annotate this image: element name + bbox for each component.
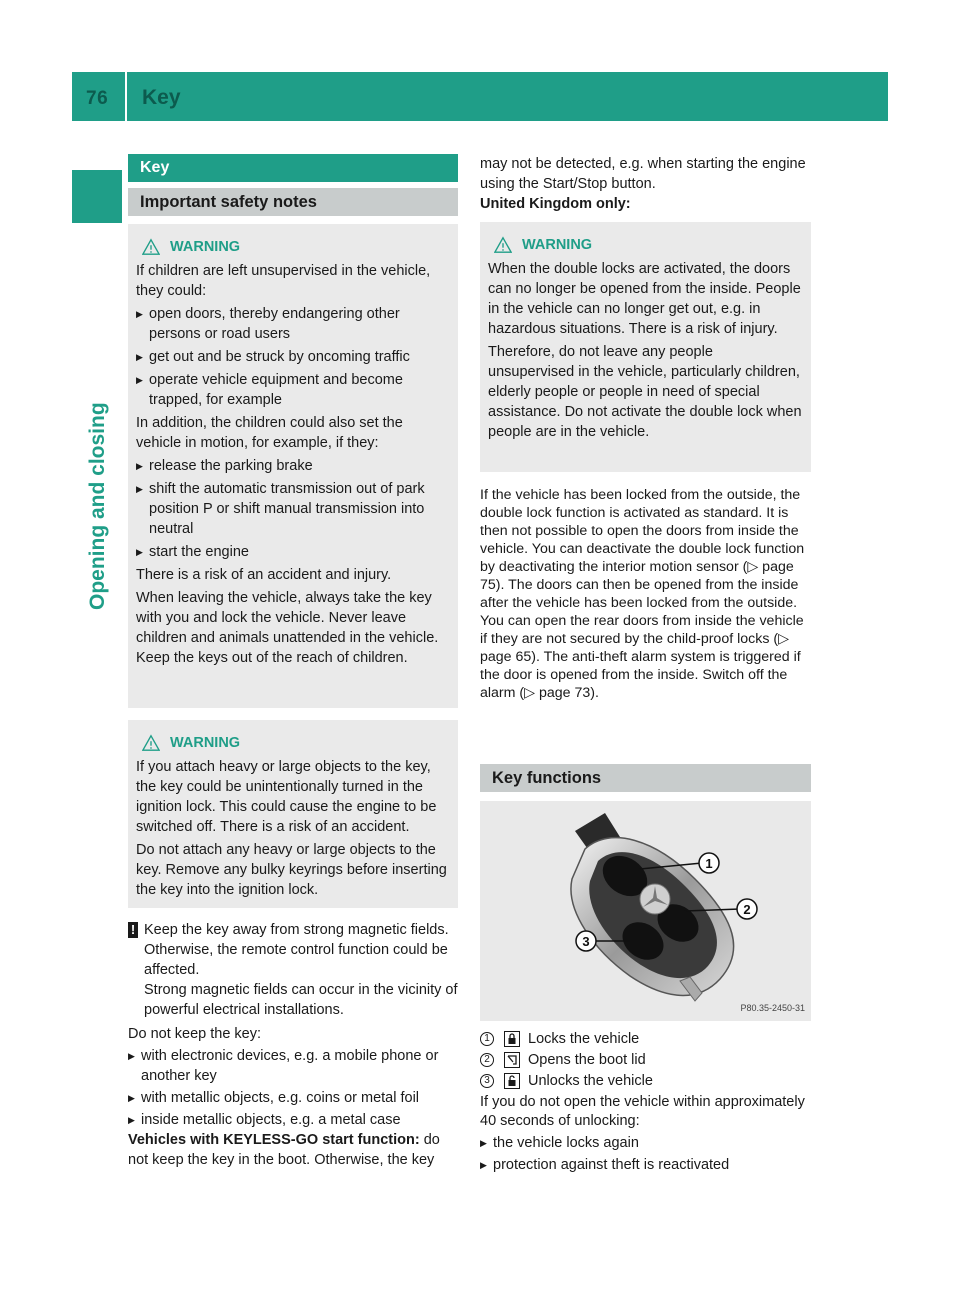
bullet-icon: ▶ [136,352,143,362]
warning-p1: When the double locks are activated, the doors can no longer be opened from the inside. People in the vehicle can no longer get out, e.g. in hazardous situations. There is a risk of injury. [488,261,801,337]
bullet-item [136,370,450,410]
warning-heading [136,236,450,258]
key-legend [480,1028,812,1175]
bullet-text: open doors, thereby endangering other persons or road users [149,306,400,342]
exclamation-icon: ! [128,922,138,938]
legend-num: 3 [480,1074,494,1088]
warning-intro: If children are left unsupervised in the vehicle, they could: [136,263,431,299]
bullet-text: get out and be struck by oncoming traffic [149,349,410,365]
bullet-text: with electronic devices, e.g. a mobile phone or another key [141,1048,439,1084]
magnetic-note [128,920,460,1020]
warning-triangle-icon [494,236,512,254]
legend-item [480,1070,812,1091]
warning-heading [488,234,803,256]
warning-label: WARNING [170,239,241,255]
bullet-item [136,456,450,476]
bullet-item [128,1110,460,1130]
bullet-text: the vehicle locks again [493,1135,639,1151]
warning-risk: There is a risk of an accident and injury. [136,567,392,583]
header-divider [125,72,127,121]
left-body-text [128,920,460,1170]
keyless-label: Vehicles with KEYLESS-GO start function: [128,1132,420,1148]
warning-box-double-lock [480,222,811,472]
do-not-keep-heading: Do not keep the key: [128,1026,261,1042]
bullet-icon: ▶ [480,1160,487,1170]
bullet-icon: ▶ [136,484,143,494]
key-figure [480,801,811,1021]
page-number: 76 [86,88,109,109]
warning-box-children [128,224,458,708]
keyless-text: do not keep the key in the boot. Otherwise, the key [128,1132,440,1168]
legend-num: 1 [480,1032,494,1046]
note-p1: Keep the key away from strong magnetic fields. Otherwise, the remote control function could be affected. [144,922,449,978]
bullet-icon: ▶ [136,547,143,557]
section-title: Key [128,154,458,182]
bullet-icon: ▶ [128,1115,135,1125]
callout-2-label: 2 [743,902,751,917]
right-top-text [480,154,812,214]
bullet-text: with metallic objects, e.g. coins or metal foil [141,1090,420,1106]
warning-triangle-icon [142,238,160,256]
warning-p2: Do not attach any heavy or large objects to the key. Remove any bulky keyrings before inserting the key into the ignition lock. [136,842,447,898]
warning-triangle-icon [142,734,160,752]
legend-text: Unlocks the vehicle [528,1072,653,1089]
warning-label: WARNING [170,735,241,751]
legend-text: Locks the vehicle [528,1030,640,1047]
warning-advice: When leaving the vehicle, always take the key with you and lock the vehicle. Never leave children and animals unattended in the vehicle. Keep the keys out of the reach of children. [136,590,439,666]
page-title: Key [142,86,181,109]
figure-id: P80.35-2450-31 [740,1003,805,1013]
auto-lock-text: If you do not open the vehicle within approximately 40 seconds of unlocking: [480,1094,805,1129]
continued-text: may not be detected, e.g. when starting the engine using the Start/Stop button. [480,156,806,192]
callout-3-label: 3 [582,934,590,949]
bullet-item [480,1133,812,1153]
chapter-label [80,402,120,610]
legend-text: Opens the boot lid [528,1051,646,1068]
do-not-keep-list [128,1046,460,1130]
chapter-tab [72,170,122,223]
bullet-icon: ▶ [136,375,143,385]
bullet-item [136,347,450,367]
bullet-icon: ▶ [128,1051,135,1061]
keyless-paragraph [128,1130,460,1170]
warning-label: WARNING [522,237,593,253]
callout-1-label: 1 [705,856,713,871]
auto-lock-list [480,1133,812,1175]
chapter-label-text: Opening and closing [86,402,109,610]
bullet-text: operate vehicle equipment and become trapped, for example [149,372,403,408]
bullet-item [136,479,450,539]
key-functions-title: Key functions [480,764,811,792]
warning-bullets-1 [136,304,450,410]
legend-item [480,1049,812,1070]
key-illustration [480,801,811,1021]
lock-open-icon [504,1073,520,1089]
bullet-text: release the parking brake [149,458,313,474]
warning-p2: Therefore, do not leave any people unsupervised in the vehicle, particularly children, elderly people or people in need of special assistance. Do not activate the double lock when people are in the vehicle. [488,344,802,440]
page-header [72,72,888,121]
warning-box-key-objects [128,720,458,908]
warning-mid: In addition, the children could also set the vehicle in motion, for example, if they: [136,415,403,451]
double-lock-paragraph: If the vehicle has been locked from the outside, the double lock function is activated as standard. It is then not possible to open the doors from inside the vehicle. You can deactivate the double lock function by deactivating the interior motion sensor (▷ page 75). The doors can then be opened from the inside after the vehicle has been locked from the outside. You can open the rear doors from inside the vehicle if they are not secured by the child-proof locks (▷ page 65). The anti-theft alarm system is triggered if the door is opened from the inside. Switch off the alarm (▷ page 73). [480,487,805,701]
bullet-item [136,542,450,562]
warning-bullets-2 [136,456,450,562]
bullet-icon: ▶ [136,461,143,471]
bullet-item [128,1088,460,1108]
uk-only-label: United Kingdom only: [480,196,631,212]
bullet-text: protection against theft is reactivated [493,1157,730,1173]
legend-num: 2 [480,1053,494,1067]
bullet-item [128,1046,460,1086]
legend-item [480,1028,812,1049]
subsection-title: Important safety notes [128,188,458,216]
bullet-icon: ▶ [136,309,143,319]
note-p2: Strong magnetic fields can occur in the vicinity of powerful electrical installations. [144,982,458,1018]
bullet-text: shift the automatic transmission out of park position P or shift manual transmission into neutral [149,481,425,537]
bullet-icon: ▶ [128,1093,135,1103]
lock-closed-icon [504,1031,520,1047]
bullet-item [136,304,450,344]
boot-lid-icon [504,1052,520,1068]
warning-p1: If you attach heavy or large objects to the key, the key could be unintentionally turned in the ignition lock. This could cause the engine to be switched off. There is a risk of an accident. [136,759,437,835]
warning-heading [136,732,450,754]
bullet-text: inside metallic objects, e.g. a metal case [141,1112,401,1128]
bullet-text: start the engine [149,544,249,560]
bullet-item [480,1155,812,1175]
bullet-icon: ▶ [480,1138,487,1148]
